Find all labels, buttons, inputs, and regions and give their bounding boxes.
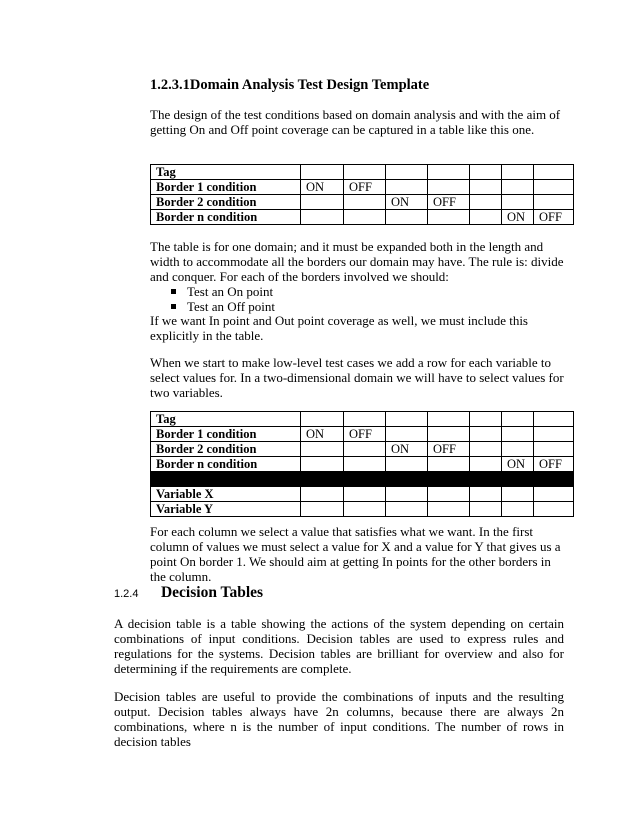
table-cell [470,180,502,195]
table-cell [470,412,502,427]
list-item: Test an Off point [150,299,275,314]
row-label-cell: Border 1 condition [151,180,301,195]
table-cell [470,427,502,442]
table-cell [534,487,574,502]
table-cell [470,195,502,210]
table-cell [534,195,574,210]
table-cell [534,412,574,427]
table-cell [386,412,428,427]
table-cell [534,442,574,457]
table-cell [502,165,534,180]
list-item: Test an On point [150,284,275,299]
row-label-cell: Border 2 condition [151,442,301,457]
row-label-cell: Variable Y [151,502,301,517]
table-row [151,472,574,487]
table-row [151,180,574,195]
table-row [151,210,574,225]
table-cell [301,457,344,472]
table-cell [428,210,470,225]
table-cell: OFF [344,427,386,442]
table-row [151,412,574,427]
table-cell [470,165,502,180]
table-cell [470,210,502,225]
section-title-decision-tables: Decision Tables [160,584,264,601]
table-cell [502,487,534,502]
table-cell [428,180,470,195]
table-cell [428,502,470,517]
table-cell [344,502,386,517]
table-cell: OFF [534,457,574,472]
table-cell [534,502,574,517]
table-cell: OFF [428,442,470,457]
row-label-cell: Tag [151,412,301,427]
table-cell: ON [502,457,534,472]
row-label-cell: Border 1 condition [151,427,301,442]
table-cell [502,502,534,517]
table-row [151,165,574,180]
table-cell: OFF [428,195,470,210]
table-cell [502,427,534,442]
table-cell [386,472,428,487]
table-cell [386,427,428,442]
table-cell [502,472,534,487]
table-cell [344,472,386,487]
row-label-cell: Border n condition [151,457,301,472]
table-row [151,487,574,502]
decision-table-paragraph-1: A decision table is a table showing the actions of the system depending on certain combinations of input conditions. Decision tables are used to express rules and regulations for the systems. Decision tables are brilliant for overview and also for determining if the requirements are complete. [114,616,564,676]
section-number: 1.2.4 [114,588,139,600]
paragraph-column-values: For each column we select a value that satisfies what we want. In the first column of values we must select a value for X and a value for Y that gives us a point On border 1. We should aim at getting In points for the other borders in the column. [150,524,561,584]
table-cell [428,457,470,472]
table-cell [386,180,428,195]
domain-test-table-variables [150,411,574,517]
paragraph-low-level-tests: When we start to make low-level test cases we add a row for each variable to select values for. In a two-dimensional domain we will have to select values for two variables. [150,355,564,400]
table-cell [344,195,386,210]
table-cell [301,210,344,225]
table-cell [534,472,574,487]
table-cell [428,165,470,180]
table-cell [502,195,534,210]
table-cell [301,487,344,502]
table-cell [344,487,386,502]
domain-test-table [150,164,574,225]
table-cell [428,487,470,502]
row-label-cell: Border 2 condition [151,195,301,210]
table-cell [470,472,502,487]
table-cell [428,412,470,427]
table-cell [301,195,344,210]
intro-paragraph: The design of the test conditions based on domain analysis and with the aim of getting On and Off point coverage can be captured in a table like this one. [150,107,561,137]
table-cell [344,442,386,457]
table-cell [502,442,534,457]
table-cell [470,502,502,517]
table-cell: ON [301,427,344,442]
bullet-square-icon [171,304,176,309]
section-title: 1.2.3.1Domain Analysis Test Design Template [150,77,430,93]
table-row [151,502,574,517]
row-label-cell [151,472,301,487]
table-cell [428,427,470,442]
table-cell [386,210,428,225]
section-heading-decision-tables [114,585,263,602]
table-row [151,427,574,442]
row-label-cell: Border n condition [151,210,301,225]
table-cell [344,210,386,225]
table-cell [470,442,502,457]
table-cell [386,502,428,517]
table-cell: OFF [344,180,386,195]
paragraph-expand-table: The table is for one domain; and it must be expanded both in the length and width to accommodate all the borders our domain may have. The rule is: divide and conquer. For each of the borders involved we should: [150,239,564,284]
table-cell [470,457,502,472]
table-cell [386,165,428,180]
table-cell [301,165,344,180]
table-cell [428,472,470,487]
table-cell [534,427,574,442]
table-cell [301,412,344,427]
table-cell [470,487,502,502]
table-cell [344,412,386,427]
bullet-list [150,284,275,314]
table-cell: ON [386,195,428,210]
row-label-cell: Tag [151,165,301,180]
table-cell [344,457,386,472]
table-cell [344,165,386,180]
table-row [151,195,574,210]
table-cell: ON [502,210,534,225]
row-label-cell: Variable X [151,487,301,502]
table-cell [534,180,574,195]
table-cell [301,472,344,487]
table-cell [502,180,534,195]
table-cell: ON [301,180,344,195]
bullet-square-icon [171,289,176,294]
table-cell [534,165,574,180]
table-cell: OFF [534,210,574,225]
table-cell [301,502,344,517]
table-cell [502,412,534,427]
table-cell [386,457,428,472]
table-cell [301,442,344,457]
table-cell: ON [386,442,428,457]
table-cell [386,487,428,502]
paragraph-in-out-coverage: If we want In point and Out point coverage as well, we must include this explicitly in the table. [150,313,528,343]
table-row [151,442,574,457]
decision-table-paragraph-2: Decision tables are useful to provide the combinations of inputs and the resulting output. Decision tables always have 2n columns, because there are always 2n combinations, where n is the number of input conditions. The number of rows in decision tables [114,689,564,749]
table-row [151,457,574,472]
